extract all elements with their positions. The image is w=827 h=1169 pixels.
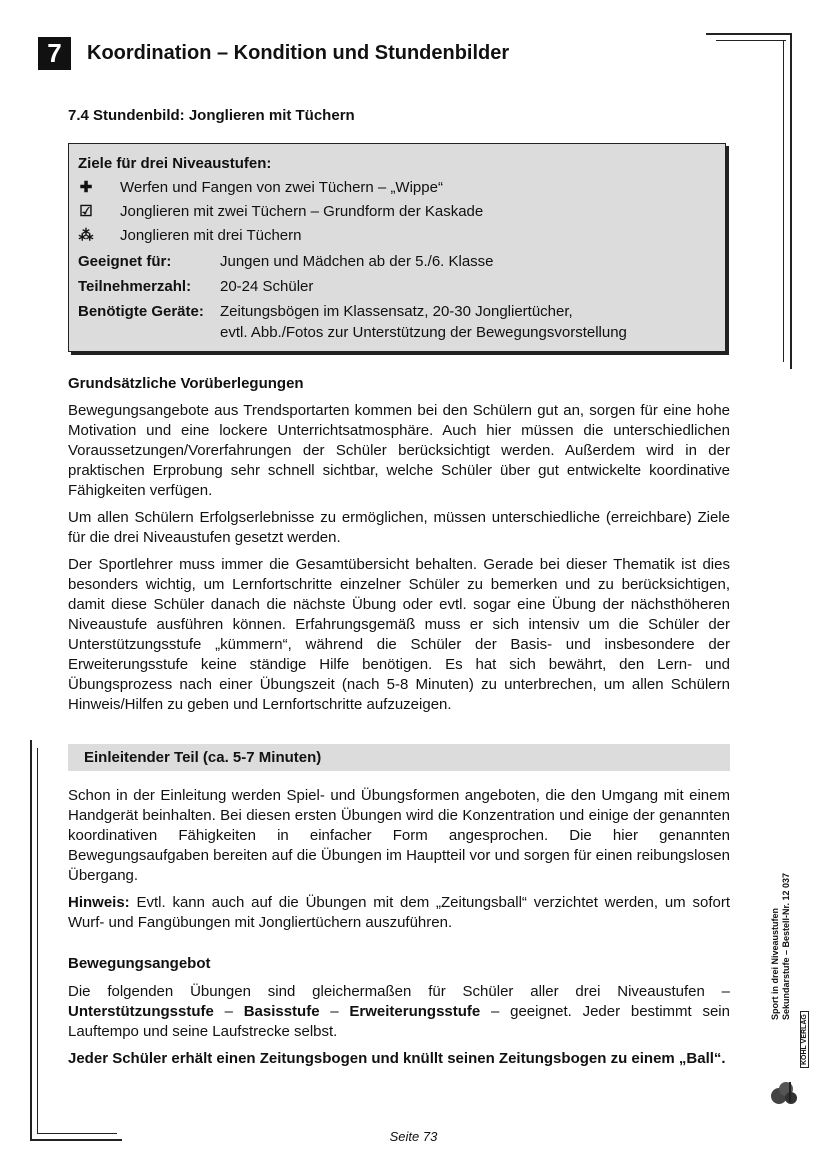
- page-number: Seite 73: [389, 1129, 438, 1144]
- corner-line-right-2: [783, 40, 784, 362]
- plus-icon: ✚: [79, 179, 93, 196]
- intro-text: [68, 786, 730, 940]
- goals-heading: Ziele für drei Niveaustufen:: [78, 155, 272, 172]
- intro-section-bar: [68, 744, 730, 771]
- equipment-line-2: evtl. Abb./Fotos zur Unterstützung der Bewegungsvorstellung: [220, 324, 627, 341]
- goal-level-1: Werfen und Fangen von zwei Tüchern – „Wippe“: [120, 179, 443, 196]
- level-support: Unterstützungsstufe: [68, 1003, 214, 1020]
- checkbox-icon: ☑: [79, 203, 93, 220]
- considerations-paragraph-1: Bewegungsangebote aus Trendsportarten kommen bei den Schülern gut an, sorgen für eine hohe Motivation und eine lockere Unterrichtsatmosphäre. Auch hier müssen die unterschiedlichen Voraussetzungen/Vorerfahrungen der Schüler berücksichtigt werden. Außerdem wird in der praktischen Erprobung sehr schnell sichtbar, welche Schüler über gut entwickelte koordinative Fähigkeiten verfügen.: [68, 402, 730, 499]
- left-border-line-2: [37, 748, 38, 1134]
- juggling-balls-icon: ⁂: [78, 227, 94, 244]
- publisher-name: KOHL VERLAG: [800, 1011, 809, 1068]
- movement-text-e: –: [319, 1003, 350, 1020]
- section-title: 7.4 Stundenbild: Jonglieren mit Tüchern: [68, 107, 355, 124]
- suitable-label: Geeignet für:: [78, 253, 172, 270]
- level-extension: Erweiterungsstufe: [349, 1003, 481, 1020]
- goal-level-3: Jonglieren mit drei Tüchern: [120, 227, 302, 244]
- intro-paragraph: Schon in der Einleitung werden Spiel- und Übungsformen angeboten, die den Umgang mit einem Handgerät beinhalten. Bei diesen ersten Übungen wird die Konzentration und einige der genannten koordinativen Fähigkeiten in einfacher Form angesprochen. Die hier genannten Bewegungsaufgaben bereiten auf die Übungen im Hauptteil vor und sorgen für einen reibungslosen Übergang.: [68, 787, 730, 884]
- chapter-title: Koordination – Kondition und Stundenbilder: [87, 42, 510, 64]
- movement-heading: Bewegungsangebot: [68, 955, 211, 972]
- movement-paragraph-2: Jeder Schüler erhält einen Zeitungsbogen und knüllt seinen Zeitungsbogen zu einem „Ball“.: [68, 1050, 726, 1067]
- participants-value: 20-24 Schüler: [220, 278, 314, 295]
- goals-box: [68, 143, 726, 352]
- considerations-paragraph-2: Um allen Schülern Erfolgserlebnisse zu ermöglichen, müssen unterschiedliche (erreichbare) Ziele für die drei Niveaustufen gesetzt werden.: [68, 509, 730, 546]
- suitable-value: Jungen und Mädchen ab der 5./6. Klasse: [220, 253, 494, 270]
- movement-text-a: Die folgenden Übungen sind gleichermaßen für Schüler aller drei Niveaustufen –: [68, 983, 730, 1000]
- goal-level-2: Jonglieren mit zwei Tüchern – Grundform der Kaskade: [120, 203, 484, 220]
- left-border-line: [30, 740, 32, 1140]
- level-basic: Basisstufe: [243, 1003, 320, 1020]
- hint-paragraph: [68, 893, 730, 933]
- participants-label: Teilnehmerzahl:: [78, 278, 192, 295]
- hint-text: Evtl. kann auch auf die Übungen mit dem „Zeitungsball“ verzichtet werden, um sofort Wurf- und Fangübungen mit Jongliertüchern auszuführen.: [68, 894, 730, 931]
- intro-section-title: Einleitender Teil (ca. 5-7 Minuten): [84, 749, 322, 766]
- chapter-number-badge: 7: [38, 37, 71, 70]
- hint-label: Hinweis:: [68, 894, 130, 911]
- considerations-heading: Grundsätzliche Vorüberlegungen: [68, 375, 304, 392]
- movement-text-c: –: [213, 1003, 244, 1020]
- corner-line-top-2: [716, 40, 786, 41]
- side-line-2: Sekundarstufe – Bestell-Nr. 12 037: [781, 872, 791, 1020]
- movement-text: [68, 982, 730, 1076]
- equipment-line-1: Zeitungsbögen im Klassensatz, 20-30 Jongliertücher,: [220, 303, 573, 320]
- side-publication-info: [770, 873, 792, 1020]
- equipment-label: Benötigte Geräte:: [78, 303, 204, 320]
- considerations-text: [68, 401, 730, 722]
- corner-line-right: [790, 33, 792, 369]
- movement-paragraph-1: [68, 982, 730, 1042]
- movement-text-g: – geeignet. Jeder bestimmt sein Lauftempo und seine Laufstrecke selbst.: [68, 1003, 730, 1040]
- corner-line-top: [706, 33, 791, 35]
- side-line-1: Sport in drei Niveaustufen: [770, 907, 780, 1020]
- publisher-logo-icon: [769, 1072, 803, 1106]
- considerations-paragraph-3: Der Sportlehrer muss immer die Gesamtübersicht behalten. Gerade bei dieser Thematik ist dies besonders wichtig, um Lernfortschritte einzelner Schüler zu bemerken und zu berücksichtigen, damit diese Schüler danach die nächste Übung oder evtl. sogar eine Übung der nächsthöheren Niveaustufe ausführen können. Erfahrungsgemäß muss er sich intensiv um die Schüler der Unterstützungsstufe „kümmern“, während die Schüler der Basis- und insbesondere der Erweiterungsstufe keine ständige Hilfe benötigen. Es hat sich bewährt, den Lern- und Übungsprozess nach einer Übungszeit (nach 5-8 Minuten) zu unterbrechen, um allen Schülern Hinweis/Hilfen zu geben und Lernfortschritte aufzuzeigen.: [68, 556, 730, 713]
